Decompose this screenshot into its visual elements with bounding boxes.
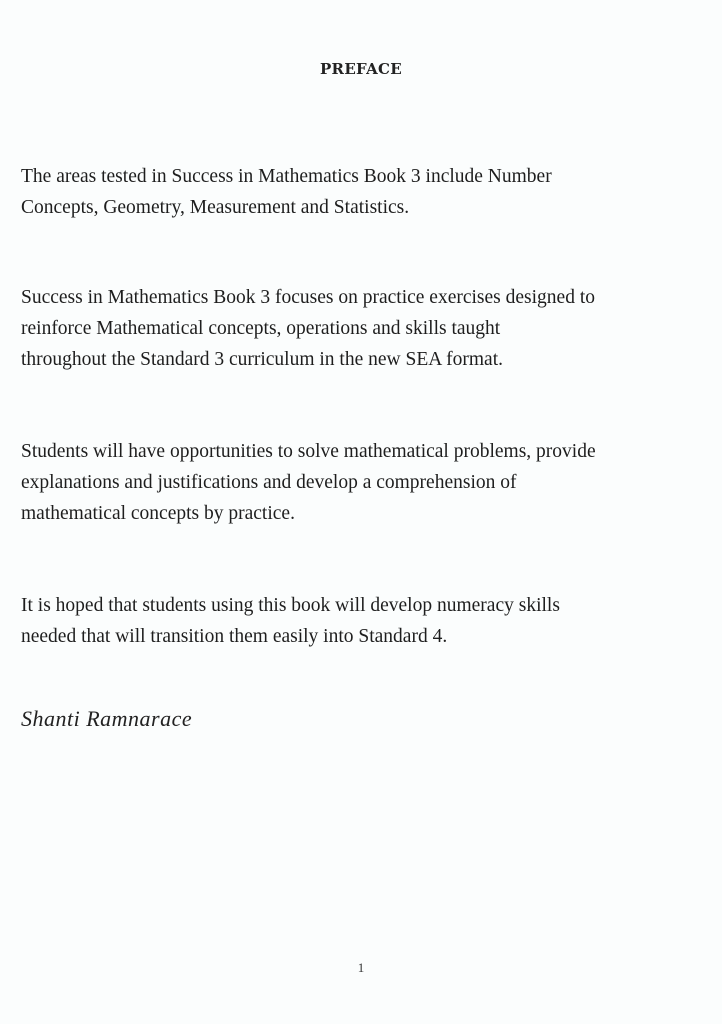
- paragraph-line: explanations and justifications and develop a comprehension of: [21, 472, 517, 493]
- paragraph-line: mathematical concepts by practice.: [21, 503, 295, 524]
- paragraph-line: throughout the Standard 3 curriculum in the new SEA format.: [21, 349, 503, 370]
- paragraph-2: [21, 282, 711, 375]
- paragraph-line: reinforce Mathematical concepts, operations and skills taught: [21, 318, 501, 339]
- paragraph-line: Students will have opportunities to solve mathematical problems, provide: [21, 441, 596, 462]
- page-title: PREFACE: [319, 60, 403, 78]
- paragraph-line: Success in Mathematics Book 3 focuses on practice exercises designed to: [21, 287, 596, 308]
- paragraph-line: The areas tested in Success in Mathematics Book 3 include Number: [21, 166, 552, 187]
- paragraph-line: It is hoped that students using this book will develop numeracy skills: [21, 595, 560, 616]
- paragraph-4: [21, 590, 711, 652]
- paragraph-1: [21, 161, 711, 223]
- paragraph-3: [21, 436, 711, 529]
- signature: Shanti Ramnarace: [21, 706, 193, 731]
- paragraph-line: needed that will transition them easily into Standard 4.: [21, 626, 448, 647]
- page-number: 1: [357, 960, 365, 975]
- paragraph-line: Concepts, Geometry, Measurement and Statistics.: [21, 197, 410, 218]
